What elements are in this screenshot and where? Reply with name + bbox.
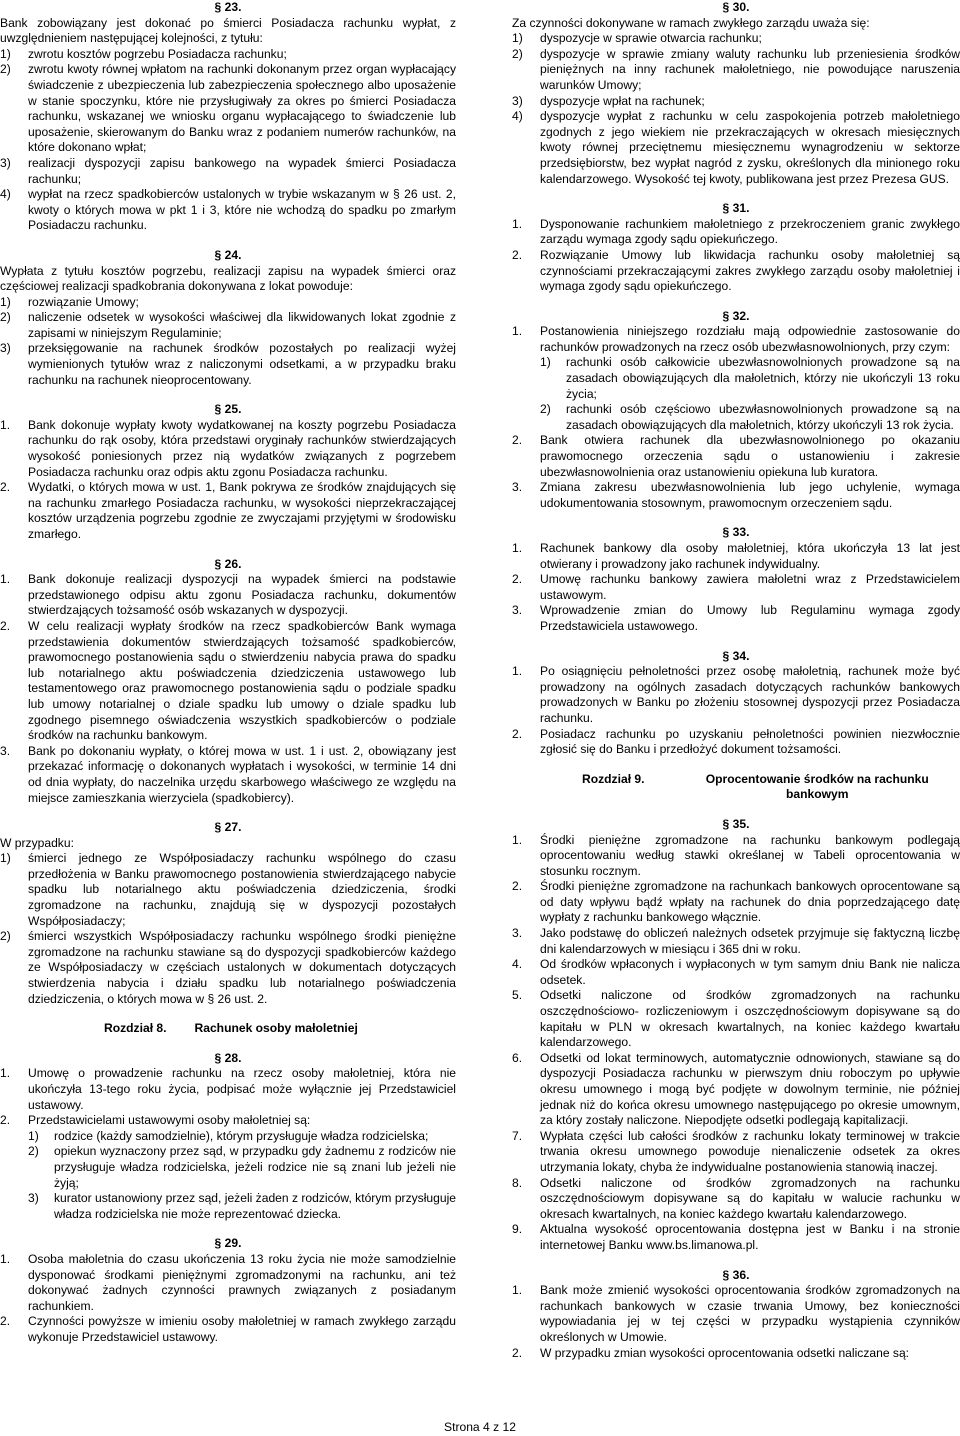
- section-23-title: § 23.: [214, 0, 242, 14]
- item-number: 4): [512, 109, 523, 124]
- item-text: W celu realizacji wypłaty środków na rzecz spadkobierców Bank wymaga przedstawienia dokumentów stwierdzających tożsamość spadkobierców, prawomocnego postanowienia sądu o stwierdzeniu nabycia prawa do spadku lub notarialnego aktu poświadczenia dziedziczenia ustawowego lub testamentowego oraz prawomocnego postanowienia sądu o podziale spadku lub umowy notarialnej o dziale spadku lub umowy o dziale spadku lub zgodnego pisemnego oświadczenia wszystkich spadkobierców o podziale środków na rachunku bankowym.: [28, 618, 456, 743]
- list-item: [0, 1252, 456, 1314]
- section-24-intro: Wypłata z tytułu kosztów pogrzebu, realizacji zapisu na wypadek śmierci oraz częściowej realizacji spadkobrania dokonywana z lokat powoduje:: [0, 263, 456, 294]
- item-number: 2.: [0, 618, 11, 633]
- item-text: Wprowadzenie zmian do Umowy lub Regulaminu wymaga zgody Przedstawiciela ustawowego.: [540, 603, 960, 633]
- section-33-title: § 33.: [722, 525, 750, 540]
- item-number: 2): [512, 46, 523, 61]
- section-30-list: [512, 31, 960, 187]
- section-31-list: [512, 217, 960, 295]
- item-text: dyspozycje w sprawie zmiany waluty rachunku lub przeniesienia środków pieniężnych na inny rachunek małoletniego, nie powodujące naruszenia warunków Umowy;: [540, 46, 960, 92]
- item-number: 1.: [512, 324, 523, 339]
- item-number: 1.: [512, 1283, 523, 1298]
- section-25-list: [0, 418, 456, 543]
- list-item: [512, 1051, 960, 1129]
- item-text: naliczenie odsetek w wysokości właściwej dla likwidowanych lokat zgodnie z zapisami w niniejszym Regulaminie;: [28, 310, 456, 340]
- list-item: [0, 619, 456, 744]
- item-number: 2.: [0, 480, 11, 495]
- section-33-list: [512, 541, 960, 635]
- item-text: Bank dokonuje wypłaty kwoty wydatkowanej na koszty pogrzebu Posiadacza rachunku do rąk osoby, która przedstawi oryginały rachunków stwierdzających wysokość poniesionych przez nią wydatków związanych z pogrzebem Posiadacza rachunku oraz odpis aktu zgonu Posiadacza rachunku.: [28, 417, 456, 479]
- section-27-list: [0, 851, 456, 1007]
- list-item: [512, 324, 960, 355]
- list-item: [512, 1346, 960, 1362]
- list-item: [512, 31, 960, 47]
- item-number: 1.: [512, 541, 523, 555]
- list-item: [0, 572, 456, 619]
- list-item: [0, 744, 456, 806]
- item-number: 3.: [0, 743, 11, 758]
- item-number: 1): [540, 355, 551, 370]
- item-text: opiekun wyznaczony przez sąd, w przypadku gdy żadnemu z rodziców nie przysługuje władza rodzicielska, jeżeli rodzice nie są znani lub jeżeli nie żyją;: [54, 1144, 456, 1190]
- item-text: rodzice (każdy samodzielnie), którym przysługuje władza rodzicielska;: [54, 1128, 429, 1143]
- item-number: 3): [512, 93, 523, 108]
- item-text: Od środków wpłaconych i wypłaconych w tym samym dniu Bank nie nalicza odsetek.: [540, 957, 960, 987]
- item-number: 2): [540, 402, 551, 417]
- list-item: [512, 727, 960, 758]
- list-item: [512, 109, 960, 187]
- section-24-list: [0, 295, 456, 389]
- list-item: [512, 926, 960, 957]
- left-column: [0, 0, 456, 1346]
- item-number: 2): [0, 62, 11, 77]
- list-item: [0, 929, 456, 1007]
- list-item: [0, 156, 456, 187]
- list-item: [0, 851, 456, 929]
- item-text: zwrotu kwoty równej wpłatom na rachunki dokonanym przez organ wypłacający świadczenie z ubezpieczenia lub zabezpieczenia społecznego albo uposażenie w stanie spoczynku, które nie przysługiwały za okres po śmierci Posiadacza rachunku, wskazanej we wniosku organu wypłacającego to świadczenie lub uposażenie, skierowanym do Banku wraz z podaniem numerów rachunków, na które dokonano wpłat;: [28, 62, 456, 155]
- list-item: [512, 1222, 960, 1253]
- section-27-intro: W przypadku:: [0, 835, 74, 850]
- item-number: 3.: [512, 480, 523, 495]
- sub-list-item: [0, 1129, 456, 1145]
- sub-list-item: [512, 355, 960, 402]
- chapter-label: Rozdział 8.: [104, 1021, 167, 1036]
- section-34-title: § 34.: [722, 648, 750, 663]
- item-text: realizacji dyspozycji zapisu bankowego na wypadek śmierci Posiadacza rachunku;: [28, 155, 456, 186]
- list-item: [512, 664, 960, 726]
- item-text: dyspozycje w sprawie otwarcia rachunku;: [540, 31, 762, 46]
- item-text: W przypadku zmian wysokości oprocentowania odsetki naliczane są:: [540, 1345, 910, 1360]
- page-number-footer: Strona 4 z 12: [444, 1420, 516, 1434]
- section-36-list: [512, 1283, 960, 1361]
- chapter-9-heading: [512, 772, 960, 803]
- item-text: Rachunek bankowy dla osoby małoletniej, która ukończyła 13 lat jest otwierany i prowadzony jako rachunek indywidualny.: [540, 541, 960, 571]
- item-number: 7.: [512, 1128, 523, 1143]
- list-item: [0, 1314, 456, 1345]
- item-number: 1.: [0, 1066, 11, 1081]
- section-26-title: § 26.: [214, 556, 242, 571]
- item-text: Bank może zmienić wysokości oprocentowania środków zgromadzonych na rachunkach bankowych w czasie trwania Umowy, bez konieczności wypowiadania jej w tej części w przypadku wystąpienia czynników określonych w Umowie.: [540, 1283, 960, 1344]
- item-text: Jako podstawę do obliczeń należnych odsetek przyjmuje się faktyczną liczbę dni kalendarzowych w miesiącu i 365 dni w roku.: [540, 926, 960, 956]
- item-number: 1): [0, 46, 11, 61]
- item-number: 2): [28, 1144, 39, 1159]
- item-text: Po osiągnięciu pełnoletności przez osobę małoletnią, rachunek może być prowadzony na ogólnych zasadach dotyczących rachunków bankowych prowadzonych w Banku po złożeniu stosownej dyspozycji przez Posiadacza rachunku.: [540, 664, 960, 725]
- list-item: [0, 310, 456, 341]
- item-text: Odsetki od lokat terminowych, automatycznie odnowionych, stawiane są do dyspozycji Posiadacza rachunku w pierwszym dniu roboczym po upływie okresu umownego i mogą być podjęte w dowolnym terminie, nie później jednak niż do końca okresu umownego następującego po okresie umownym, za który zostały naliczone. Niepodjęte odsetki podlegają kapitalizacji.: [540, 1050, 960, 1128]
- section-28-list: [0, 1066, 456, 1222]
- item-number: 2.: [512, 1345, 523, 1360]
- list-item: [512, 1129, 960, 1176]
- item-number: 1): [512, 31, 523, 46]
- right-column: [512, 0, 960, 1361]
- item-number: 1): [0, 294, 11, 309]
- item-number: 2.: [0, 1314, 11, 1329]
- item-text: Posiadacz rachunku po uzyskaniu pełnoletności powinien niezwłocznie zgłosić się do Banku i przedłożyć dokument tożsamości.: [540, 726, 960, 757]
- list-item: [512, 879, 960, 926]
- list-item: [512, 1176, 960, 1223]
- list-item: [512, 433, 960, 480]
- item-text: zwrotu kosztów pogrzebu Posiadacza rachunku;: [28, 46, 287, 61]
- item-text: Wydatki, o których mowa w ust. 1, Bank pokrywa ze środków znajdujących się na rachunku zmarłego Posiadacza rachunku, w wysokości nieprzekraczającej kosztów urządzenia pogrzebu zgodnie ze zwyczajami przyjętymi w środowisku zmarłego.: [28, 480, 456, 541]
- item-text: Wypłata części lub całości środków z rachunku lokaty terminowej w trakcie trwania okresu umownego powoduje nienaliczenie odsetek za okres utrzymania lokaty, chyba że indywidualne postanowienia stanowią inaczej.: [540, 1128, 960, 1174]
- list-item: [0, 47, 456, 63]
- sub-list-item: [0, 1191, 456, 1222]
- item-text: rachunki osób częściowo ubezwłasnowolnionych prowadzone są na zasadach obowiązujących dla małoletnich, którzy ukończyli 13 rok życia.: [566, 402, 960, 432]
- item-text: rachunki osób całkowicie ubezwłasnowolnionych prowadzone są na zasadach obowiązujących dla małoletnich, którzy nie ukończyli 13 roku życia;: [566, 355, 960, 401]
- item-number: 1.: [512, 832, 523, 847]
- list-item: [512, 1283, 960, 1345]
- item-text: Bank dokonuje realizacji dyspozycji na wypadek śmierci na podstawie przedstawionego odpisu aktu zgonu Posiadacza rachunku, dokumentów stwierdzających tożsamość osób wskazanych w dyspozycji.: [28, 572, 456, 618]
- item-text: śmierci jednego ze Współposiadaczy rachunku wspólnego do czasu przedłożenia w Banku prawomocnego postanowienia stwierdzającego nabycie spadku lub notarialnego aktu poświadczenia dziedziczenia, środki zgromadzone na rachunku, znajdują się w dyspozycji pozostałych Współposiadaczy;: [28, 851, 456, 928]
- item-text: Środki pieniężne zgromadzone na rachunkach bankowych oprocentowane są od daty wpływu bądź wpłaty na rachunek do dnia poprzedzającego datę wypłaty z rachunku bankowego włącznie.: [540, 879, 960, 925]
- list-item: [512, 957, 960, 988]
- section-30-title: § 30.: [722, 0, 750, 14]
- list-item: [0, 295, 456, 311]
- section-29-title: § 29.: [214, 1236, 242, 1251]
- item-number: 2.: [512, 726, 523, 741]
- item-number: 3.: [512, 603, 523, 618]
- sub-list-item: [512, 402, 960, 433]
- item-number: 9.: [512, 1222, 523, 1237]
- section-32-list: [512, 324, 960, 511]
- item-number: 1.: [0, 1251, 11, 1266]
- section-26-list: [0, 572, 456, 806]
- list-item: [512, 480, 960, 511]
- item-text: dyspozycje wpłat na rachunek;: [540, 93, 705, 108]
- chapter-8-heading: [0, 1021, 456, 1037]
- list-item: [512, 217, 960, 248]
- section-23-list: [0, 47, 456, 234]
- item-text: rozwiązanie Umowy;: [28, 294, 139, 309]
- section-32-title: § 32.: [722, 308, 750, 323]
- list-item: [512, 988, 960, 1050]
- item-number: 2.: [512, 879, 523, 894]
- item-number: 8.: [512, 1175, 523, 1190]
- item-number: 2.: [512, 247, 523, 262]
- item-number: 3): [28, 1191, 39, 1206]
- item-number: 1.: [0, 417, 11, 432]
- section-25-title: § 25.: [214, 402, 242, 417]
- section-30-intro: Za czynności dokonywane w ramach zwykłego zarządu uważa się:: [512, 15, 870, 30]
- item-number: 2): [0, 929, 11, 944]
- item-number: 1): [0, 851, 11, 866]
- section-36-title: § 36.: [722, 1267, 750, 1282]
- item-text: Zmiana zakresu ubezwłasnowolnienia lub jego uchylenie, wymaga udokumentowania stosownym, prawomocnym orzeczeniem sądu.: [540, 480, 960, 510]
- sub-list-item: [0, 1144, 456, 1191]
- section-27-title: § 27.: [214, 820, 242, 835]
- item-text: Bank otwiera rachunek dla ubezwłasnowolnionego po okazaniu prawomocnego orzeczenia sądu o ustanowieniu i zakresie ubezwłasnowolnienia oraz ustanowieniu opiekuna lub kuratora.: [540, 433, 960, 479]
- item-number: 2.: [0, 1113, 11, 1128]
- section-23-intro: Bank zobowiązany jest dokonać po śmierci Posiadacza rachunku wypłat, z uwzględnieniem następującej kolejności, z tytułu:: [0, 15, 456, 46]
- item-number: 1.: [512, 664, 523, 679]
- item-text: Przedstawicielami ustawowymi osoby małoletniej są:: [28, 1113, 311, 1128]
- item-number: 2.: [512, 572, 523, 587]
- list-item: [512, 47, 960, 94]
- list-item: [512, 541, 960, 572]
- item-number: 1): [28, 1128, 39, 1143]
- item-number: 3): [0, 341, 11, 356]
- section-31-title: § 31.: [722, 201, 750, 216]
- item-text: Rozwiązanie Umowy lub likwidacja rachunku osoby małoletniej są czynnościami przekraczającymi zakres zwykłego zarządu osoby małoletniej i wymaga zgody sądu opiekuńczego.: [540, 247, 960, 294]
- list-item: [0, 62, 456, 156]
- list-item: [0, 187, 456, 234]
- list-item: [0, 480, 456, 542]
- item-text: śmierci wszystkich Współposiadaczy rachunku wspólnego środki pieniężne zgromadzone na rachunku stawiane są do dyspozycji spadkobierców każdego ze Współposiadaczy w częściach ustalonych w dokumentach dotyczących stwierdzenia nabycia i działu spadku lub notarialnego poświadczenia dziedziczenia, o których mowa w § 26 ust. 2.: [28, 929, 456, 1006]
- list-item: [512, 94, 960, 110]
- section-28-title: § 28.: [214, 1050, 242, 1065]
- item-text: Umowę o prowadzenie rachunku na rzecz osoby małoletniej, która nie ukończyła 13-tego roku życia, podpisać może wyłącznie jej Przedstawiciel ustawowy.: [28, 1066, 456, 1112]
- item-number: 1.: [512, 216, 523, 231]
- section-29-list: [0, 1252, 456, 1346]
- list-item: [512, 603, 960, 634]
- chapter-title: Oprocentowanie środków na rachunku bankowym: [705, 771, 929, 802]
- item-number: 3.: [512, 926, 523, 941]
- item-number: 4.: [512, 957, 523, 972]
- section-34-list: [512, 664, 960, 758]
- item-text: Postanowienia niniejszego rozdziału mają odpowiednie zastosowanie do rachunków prowadzonych na rzecz osób ubezwłasnowolnionych, przy czym:: [540, 324, 960, 354]
- list-item: [0, 1113, 456, 1129]
- item-text: kurator ustanowiony przez sąd, jeżeli żaden z rodziców, którym przysługuje władza rodzicielska nie może reprezentować dziecka.: [54, 1191, 456, 1221]
- list-item: [0, 1066, 456, 1113]
- item-text: Odsetki naliczone od środków zgromadzonych na rachunku oszczędnościowym dopisywane są do kapitału w walucie rachunku w okresach kwartalnych, na koniec każdego kwartału kalendarzowego.: [540, 1175, 960, 1221]
- list-item: [0, 418, 456, 480]
- item-text: przeksięgowanie na rachunek środków pozostałych po realizacji wyżej wymienionych tytułów wraz z naliczonymi odsetkami, a w przypadku braku rachunku na rachunek nieoprocentowany.: [28, 341, 456, 387]
- section-35-title: § 35.: [722, 816, 750, 831]
- item-text: Osoba małoletnia do czasu ukończenia 13 roku życia nie może samodzielnie dysponować środkami pieniężnymi zgromadzonymi na rachunku, ani też dokonywać żadnych czynności prawnych związanych z posiadanym rachunkiem.: [28, 1251, 456, 1313]
- item-number: 5.: [512, 988, 523, 1003]
- item-text: Aktualna wysokość oprocentowania dostępna jest w Banku i na stronie internetowej Banku www.bs.limanowa.pl.: [540, 1222, 960, 1252]
- item-text: dyspozycje wypłat z rachunku w celu zaspokojenia potrzeb małoletniego zgodnych z jego wiekiem nie przekraczających w okresach miesięcznych kwoty równej przeciętnemu miesięcznemu wynagrodzeniu w sektorze przedsiębiorstw, bez wypłat nagród z zysku, określonych dla minionego roku kalendarzowego. Wysokość tej kwoty, publikowana jest przez Prezesa GUS.: [540, 109, 960, 186]
- item-number: 3): [0, 155, 11, 170]
- chapter-label: Rozdział 9.: [582, 771, 645, 786]
- list-item: [512, 248, 960, 295]
- list-item: [512, 572, 960, 603]
- item-number: 2.: [512, 433, 523, 448]
- item-text: Środki pieniężne zgromadzone na rachunku bankowym podlegają oprocentowaniu według stawki określanej w Tabeli oprocentowania w stosunku rocznym.: [540, 832, 960, 878]
- list-item: [512, 833, 960, 880]
- item-text: Umowę rachunku bankowy zawiera małoletni wraz z Przedstawicielem ustawowym.: [540, 572, 960, 602]
- item-number: 6.: [512, 1050, 523, 1065]
- item-text: Dysponowanie rachunkiem małoletniego z przekroczeniem granic zwykłego zarządu wymaga zgody sądu opiekuńczego.: [540, 216, 960, 247]
- item-text: Odsetki naliczone od środków zgromadzonych na rachunku oszczędnościowo- rozliczeniowym i oszczędnościowym dopisywane są do kapitału w PLN w okresach kwartalnych, na koniec każdego kwartału kalendarzowego.: [540, 988, 960, 1050]
- section-24-title: § 24.: [214, 247, 242, 262]
- item-text: Bank po dokonaniu wypłaty, o której mowa w ust. 1 i ust. 2, obowiązany jest przekazać informację o dokonanych wypłatach i wysokości, w terminie 14 dni od dnia wypłaty, do naczelnika urzędu skarbowego właściwego ze względu na miejsce zamieszkania wierzyciela (spadkobiercy).: [28, 743, 456, 805]
- item-number: 2): [0, 310, 11, 325]
- list-item: [0, 341, 456, 388]
- item-number: 4): [0, 187, 11, 202]
- item-number: 1.: [0, 572, 11, 587]
- section-35-list: [512, 833, 960, 1254]
- item-text: Czynności powyższe w imieniu osoby małoletniej w ramach zwykłego zarządu wykonuje Przedstawiciel ustawowy.: [28, 1314, 456, 1344]
- item-text: wypłat na rzecz spadkobierców ustalonych w trybie wskazanym w § 26 ust. 2, kwoty o których mowa w pkt 1 i 3, które nie wchodzą do spadku po zmarłym Posiadaczu rachunku.: [28, 187, 456, 233]
- chapter-title: Rachunek osoby małoletniej: [194, 1021, 358, 1036]
